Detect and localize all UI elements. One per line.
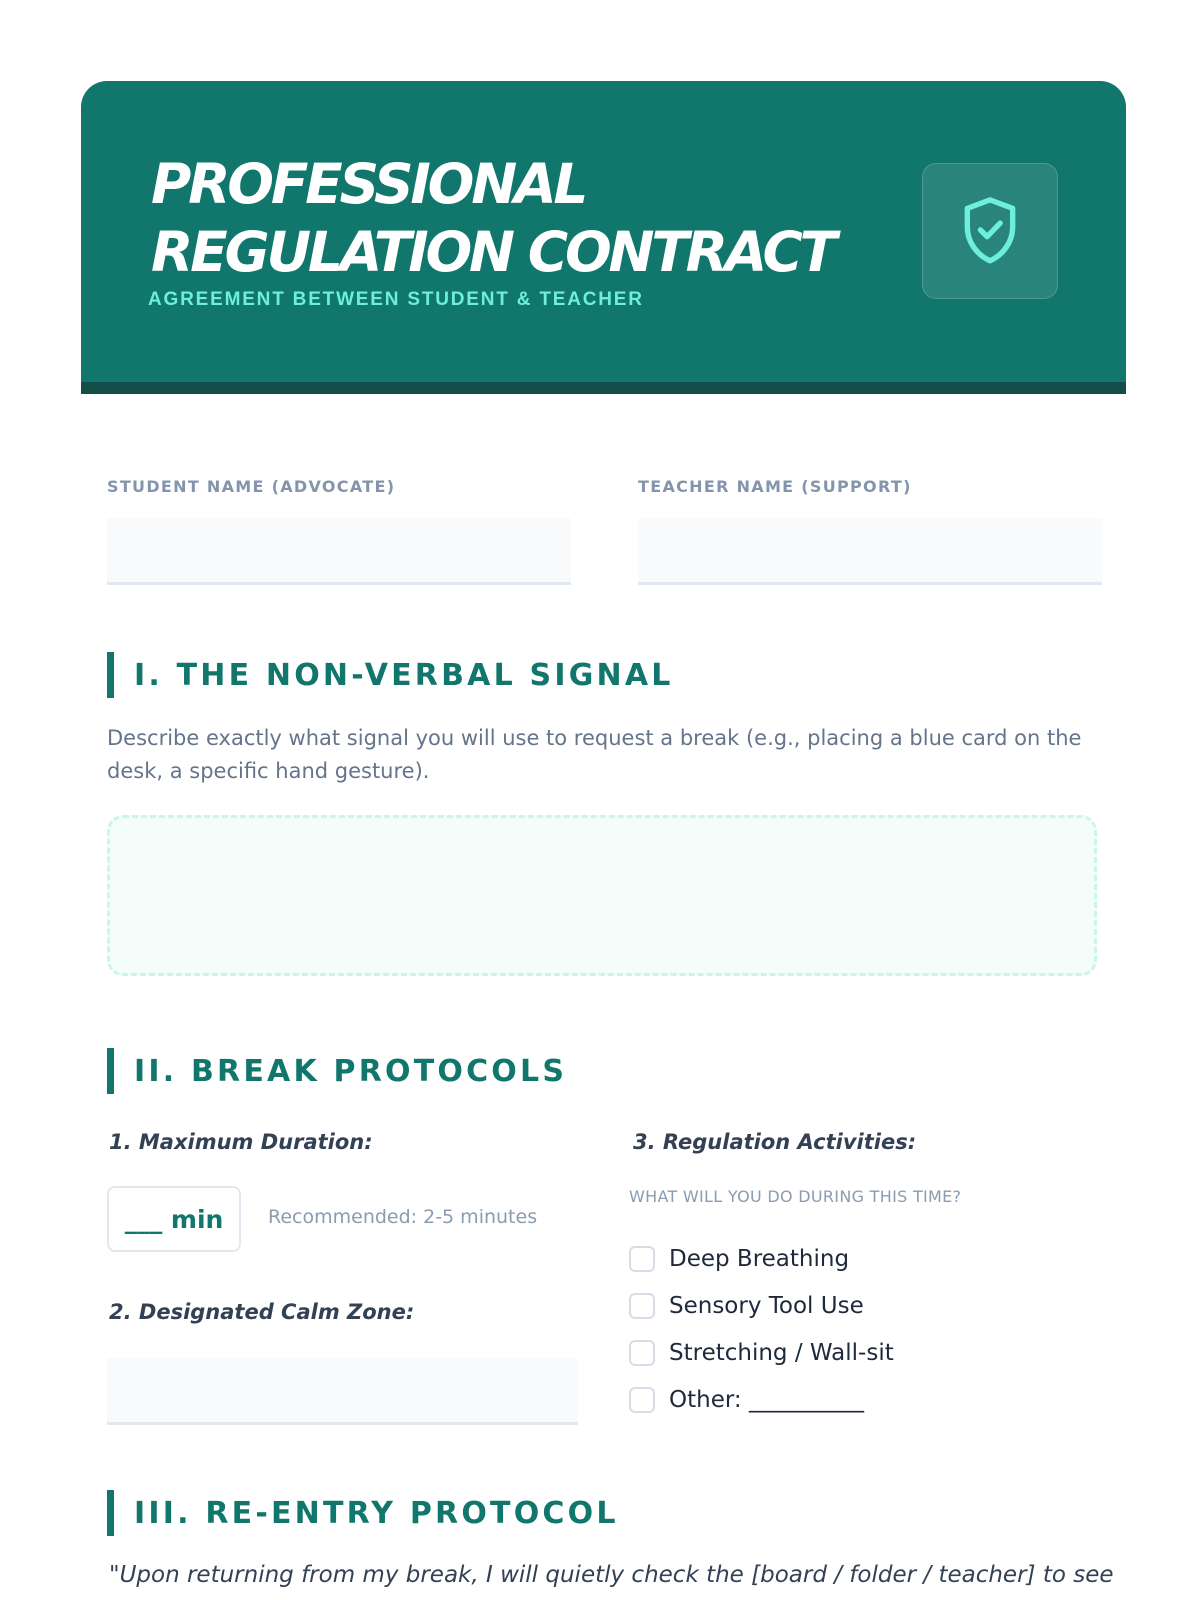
page-title-line-1: PROFESSIONAL — [151, 152, 586, 216]
student-name-label: STUDENT NAME (ADVOCATE) — [107, 477, 396, 496]
checkbox[interactable] — [629, 1293, 655, 1319]
activities-label: 3. Regulation Activities: — [633, 1130, 917, 1154]
activity-option[interactable] — [629, 1385, 864, 1415]
duration-input[interactable]: ___ min — [107, 1186, 241, 1252]
section-heading-text: III. RE-ENTRY PROTOCOL — [134, 1495, 619, 1531]
checkbox[interactable] — [629, 1340, 655, 1366]
teacher-name-input[interactable] — [638, 518, 1102, 585]
teacher-name-label: TEACHER NAME (SUPPORT) — [638, 477, 912, 496]
duration-label: 1. Maximum Duration: — [109, 1130, 373, 1154]
section-heading-text: II. BREAK PROTOCOLS — [134, 1053, 568, 1089]
re-entry-quote: "Upon returning from my break, I will quietly check the [board / folder / teacher] to see — [109, 1562, 1114, 1588]
activity-label: Stretching / Wall-sit — [669, 1340, 894, 1366]
signal-textarea[interactable] — [107, 815, 1097, 976]
page-title-line-2: REGULATION CONTRACT — [151, 220, 834, 284]
shield-check-icon — [956, 193, 1024, 269]
activity-label: Other: __________ — [669, 1387, 864, 1413]
activity-option[interactable] — [629, 1244, 849, 1274]
section-heading-break-protocols — [107, 1048, 567, 1094]
page-subtitle: AGREEMENT BETWEEN STUDENT & TEACHER — [148, 289, 644, 310]
activity-label: Deep Breathing — [669, 1246, 850, 1272]
shield-badge — [922, 163, 1058, 299]
activities-prompt: WHAT WILL YOU DO DURING THIS TIME? — [629, 1187, 962, 1206]
activity-option[interactable] — [629, 1291, 864, 1321]
checkbox[interactable] — [629, 1246, 655, 1272]
activity-option[interactable] — [629, 1338, 894, 1368]
calm-zone-label: 2. Designated Calm Zone: — [109, 1300, 415, 1324]
header-banner — [81, 81, 1126, 394]
checkbox[interactable] — [629, 1387, 655, 1413]
duration-hint: Recommended: 2-5 minutes — [268, 1206, 538, 1228]
calm-zone-input[interactable] — [107, 1358, 578, 1425]
section-heading-text: I. THE NON-VERBAL SIGNAL — [134, 657, 674, 693]
section-heading-signal — [107, 652, 674, 698]
signal-description: Describe exactly what signal you will use to request a break (e.g., placing a blue card on the desk, a specific hand gesture). — [107, 726, 1082, 783]
section-heading-re-entry — [107, 1490, 619, 1536]
student-name-input[interactable] — [107, 518, 571, 585]
activity-label: Sensory Tool Use — [669, 1293, 864, 1319]
banner-bottom-stripe — [81, 382, 1126, 394]
